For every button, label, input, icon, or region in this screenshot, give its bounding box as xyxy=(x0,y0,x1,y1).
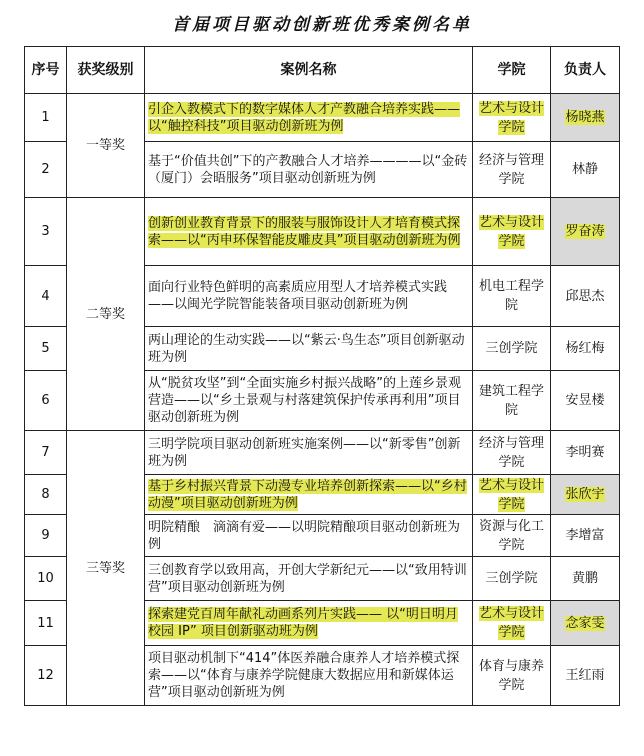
owner: 李增富 xyxy=(551,515,620,557)
college xyxy=(473,94,551,142)
owner: 黄鹏 xyxy=(551,557,620,601)
case-name: 基于“价值共创”下的产教融合人才培养————以“金砖（厦门）会晤服务”项目驱动创新班为例 xyxy=(145,142,473,198)
row-index: 1 xyxy=(25,94,67,142)
college-text: 艺术与设计学院 xyxy=(478,606,544,640)
case-name: 三创教育学以致用高，开创大学新纪元——以“致用特训营”项目驱动创新班为例 xyxy=(145,557,473,601)
college xyxy=(473,475,551,515)
row-index: 6 xyxy=(25,371,67,431)
case-name xyxy=(145,94,473,142)
case-name: 面向行业特色鲜明的高素质应用型人才培养模式实践——以闽光学院智能装备项目驱动创新班为例 xyxy=(145,266,473,327)
award-level-first: 一等奖 xyxy=(67,94,145,198)
case-name: 两山理论的生动实践——以“紫云·鸟生态”项目创新驱动班为例 xyxy=(145,327,473,371)
case-name-text: 探索建党百周年献礼动画系列片实践—— 以“明日明月校园 IP” 项目创新驱动班为例 xyxy=(148,607,458,639)
award-level-third: 三等奖 xyxy=(67,431,145,706)
college: 经济与管理学院 xyxy=(473,142,551,198)
owner: 安昱楼 xyxy=(551,371,620,431)
award-level-second: 二等奖 xyxy=(67,198,145,431)
case-name xyxy=(145,475,473,515)
college-text: 艺术与设计学院 xyxy=(478,100,544,135)
owner xyxy=(551,198,620,266)
case-name: 项目驱动机制下“414”体医养融合康养人才培养模式探索——以“体育与康养学院健康大数据应用和新媒体运营”项目驱动创新班为例 xyxy=(145,646,473,706)
college-text: 艺术与设计学院 xyxy=(478,214,544,249)
case-name-text: 引企入教模式下的数字媒体人才产教融合培养实践——以“触控科技”项目驱动创新班为例 xyxy=(148,101,461,134)
header-college: 学院 xyxy=(473,47,551,94)
table-header-row xyxy=(25,47,620,94)
college: 资源与化工学院 xyxy=(473,515,551,557)
case-name xyxy=(145,198,473,266)
row-index: 3 xyxy=(25,198,67,266)
row-index: 4 xyxy=(25,266,67,327)
owner-text: 杨晓燕 xyxy=(565,110,605,125)
case-name-text: 创新创业教育背景下的服装与服饰设计人才培育模式探索——以“丙申环保智能皮雕皮具”项目驱动创新班为例 xyxy=(148,215,461,248)
row-index: 11 xyxy=(25,601,67,646)
header-owner: 负责人 xyxy=(551,47,620,94)
college: 三创学院 xyxy=(473,327,551,371)
case-name-text: 基于乡村振兴背景下动漫专业培养创新探索——以“乡村动漫”项目驱动创新班为例 xyxy=(148,478,467,511)
row-index: 12 xyxy=(25,646,67,706)
college: 机电工程学院 xyxy=(473,266,551,327)
college: 建筑工程学院 xyxy=(473,371,551,431)
owner: 李明赛 xyxy=(551,431,620,475)
owner xyxy=(551,601,620,646)
owner-text: 张欣宇 xyxy=(565,487,605,502)
case-name: 从“脱贫攻坚”到“全面实施乡村振兴战略”的上莲乡景观营造——以“乡土景观与村落建筑保护传承再利用”项目驱动创新班为例 xyxy=(145,371,473,431)
row-index: 9 xyxy=(25,515,67,557)
owner xyxy=(551,475,620,515)
owner: 邱思杰 xyxy=(551,266,620,327)
college: 经济与管理学院 xyxy=(473,431,551,475)
owner: 王红雨 xyxy=(551,646,620,706)
owner-text: 念家雯 xyxy=(565,615,605,631)
table-row xyxy=(25,198,620,266)
case-name xyxy=(145,601,473,646)
row-index: 8 xyxy=(25,475,67,515)
case-name: 三明学院项目驱动创新班实施案例——以“新零售”创新班为例 xyxy=(145,431,473,475)
college-text: 艺术与设计学院 xyxy=(478,477,544,512)
header-award: 获奖级别 xyxy=(67,47,145,94)
college: 体育与康养学院 xyxy=(473,646,551,706)
owner-text: 罗奋涛 xyxy=(565,224,605,239)
header-case-name: 案例名称 xyxy=(145,47,473,94)
owner xyxy=(551,94,620,142)
award-table xyxy=(24,46,620,706)
table-row xyxy=(25,431,620,475)
row-index: 5 xyxy=(25,327,67,371)
case-name: 明院精酿 滴滴有爱——以明院精酿项目驱动创新班为例 xyxy=(145,515,473,557)
college xyxy=(473,198,551,266)
row-index: 10 xyxy=(25,557,67,601)
page-title: 首届项目驱动创新班优秀案例名单 xyxy=(172,15,472,35)
college xyxy=(473,601,551,646)
owner: 林静 xyxy=(551,142,620,198)
row-index: 2 xyxy=(25,142,67,198)
row-index: 7 xyxy=(25,431,67,475)
college: 三创学院 xyxy=(473,557,551,601)
owner: 杨红梅 xyxy=(551,327,620,371)
table-row xyxy=(25,94,620,142)
header-index: 序号 xyxy=(25,47,67,94)
